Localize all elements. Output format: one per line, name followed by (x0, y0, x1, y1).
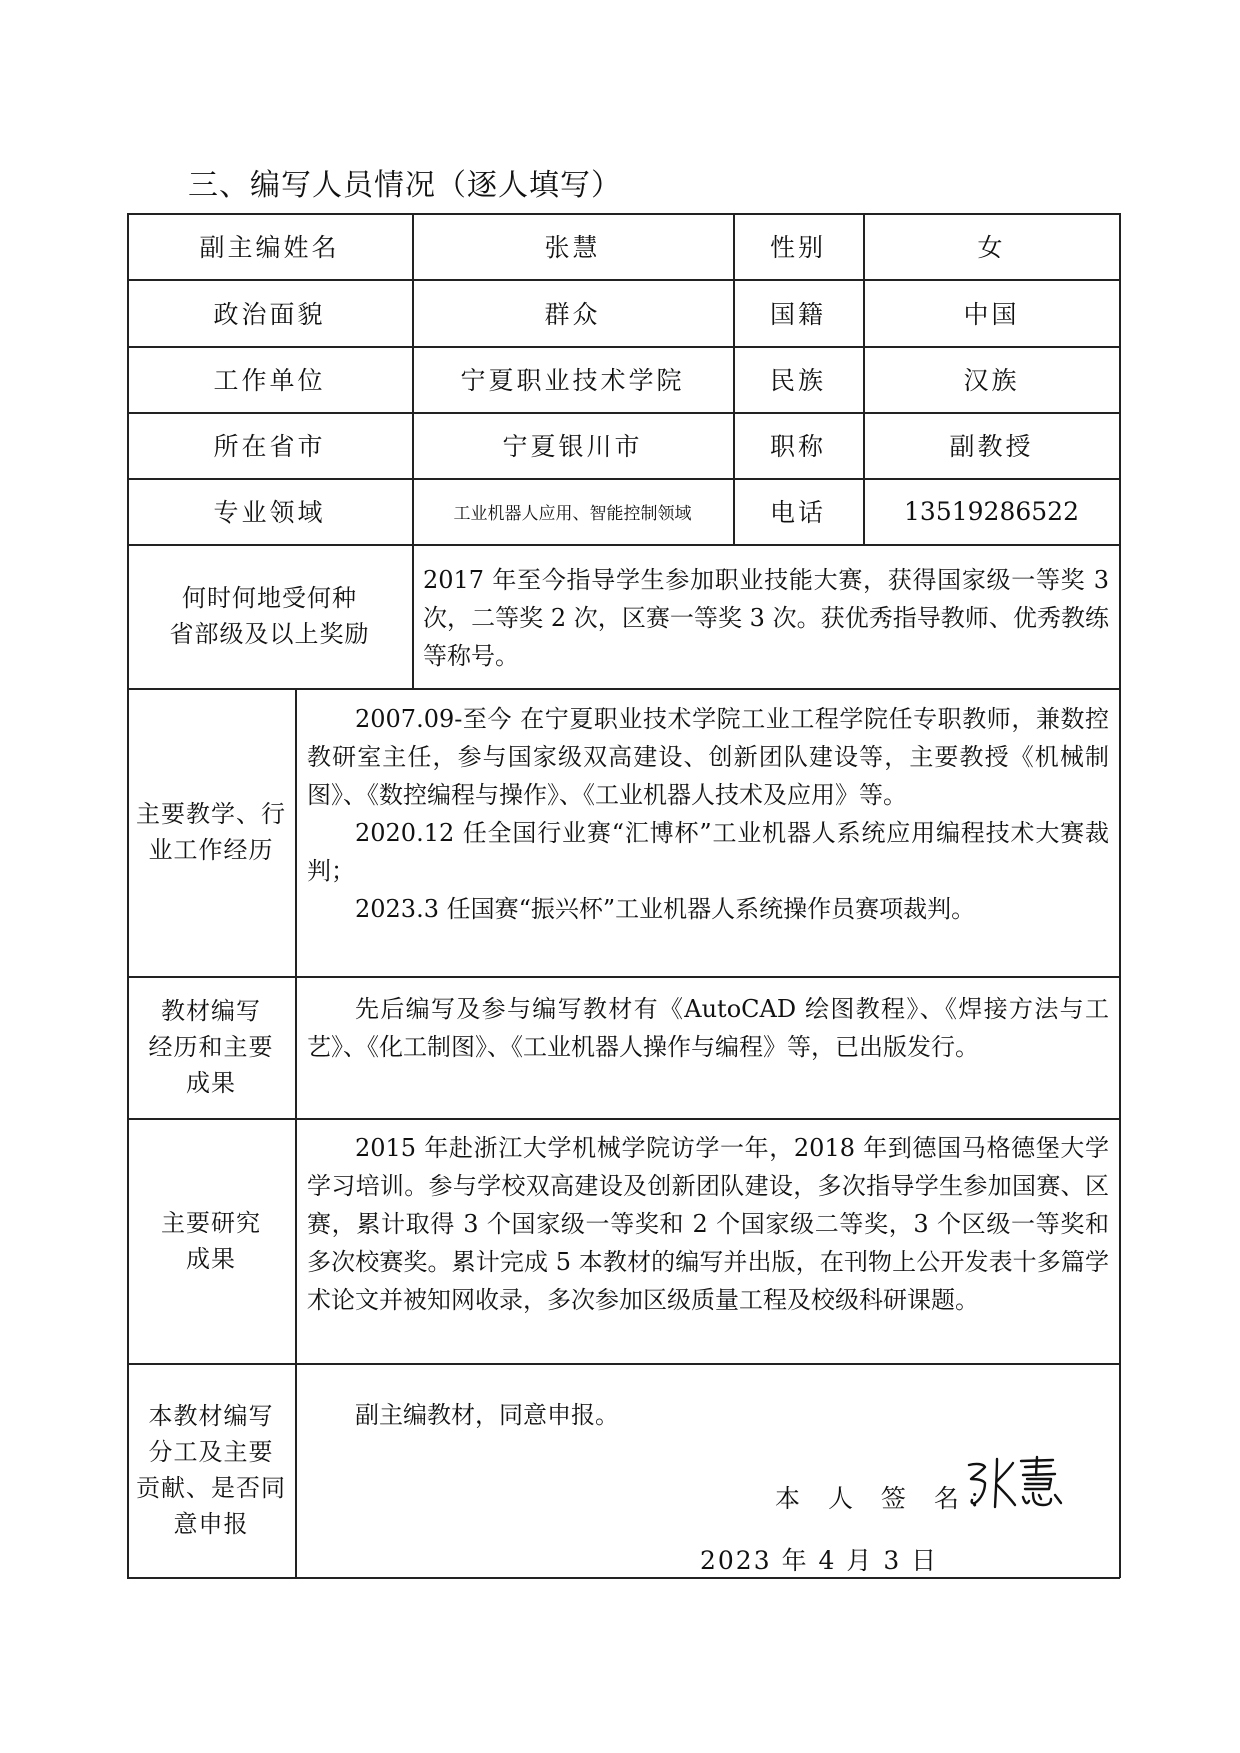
textbooks-label-line2: 经历和主要 (148, 1033, 274, 1061)
title-value: 副教授 (949, 432, 1034, 461)
specialty-value: 工业机器人应用、智能控制领域 (453, 503, 692, 524)
awards-label-line2: 省部级及以上奖励 (169, 620, 370, 648)
signature-label: 本 人 签 名： (775, 1484, 1004, 1513)
awards-text (423, 561, 1109, 675)
employer-value: 宁夏职业技术学院 (460, 366, 685, 395)
experience-paragraph-2: 2020.12 任全国行业赛“汇博杯”工业机器人系统应用编程技术大赛裁判； (307, 819, 1109, 885)
political-status-value: 群众 (544, 299, 601, 329)
declaration-label (127, 1363, 295, 1577)
name-value: 张慧 (544, 233, 601, 262)
experience-text (307, 700, 1109, 928)
specialty-label: 专业领域 (213, 498, 326, 527)
textbooks-paragraph: 先后编写及参与编写教材有《AutoCAD 绘图教程》、《焊接方法与工艺》、《化工制图》、《工业机器人操作与编程》等，已出版发行。 (307, 995, 1109, 1061)
research-paragraph: 2015 年赴浙江大学机械学院访学一年，2018 年到德国马格德堡大学学习培训。参与学校双高建设及创新团队建设，多次指导学生参加国赛、区赛，累计取得 3 个国家级一等奖和 2 个国家级二等奖，3 个区级一等奖和多次校赛奖。累计完成 5 本教材的编写并出版，在刊物上公开发表十多篇学术论文并被知网收录，多次参加区级质量工程及校级科研课题。 (307, 1134, 1109, 1314)
signature-date: 2023 年 4 月 3 日 (700, 1546, 939, 1575)
ethnicity-value: 汉族 (963, 366, 1020, 395)
name-label: 副主编姓名 (199, 233, 340, 262)
title-label: 职称 (769, 432, 826, 461)
declaration-text (307, 1396, 1109, 1434)
declaration-label-line4: 意申报 (173, 1510, 249, 1538)
experience-label-line1: 主要教学、行 (136, 800, 286, 828)
experience-label-line2: 业工作经历 (148, 836, 274, 864)
research-label (127, 1118, 295, 1363)
research-text (307, 1129, 1109, 1319)
textbooks-label (127, 976, 295, 1118)
employer-label: 工作单位 (213, 366, 326, 395)
province-city-value: 宁夏银川市 (502, 432, 643, 461)
political-status-label: 政治面貌 (213, 299, 326, 329)
research-label-line1: 主要研究 (161, 1208, 261, 1237)
handwritten-signature (963, 1455, 1068, 1513)
research-label-line2: 成果 (186, 1244, 236, 1273)
ethnicity-label: 民族 (769, 366, 826, 395)
nationality-value: 中国 (963, 299, 1020, 329)
declaration-paragraph: 副主编教材，同意申报。 (355, 1401, 619, 1429)
gender-label: 性别 (769, 233, 826, 262)
awards-label (127, 544, 412, 688)
declaration-label-line3: 贡献、是否同 (136, 1474, 286, 1502)
staff-info-table (127, 213, 1120, 1578)
section-title: 三、编写人员情况（逐人填写） (188, 168, 622, 203)
phone-label: 电话 (769, 498, 826, 527)
nationality-label: 国籍 (769, 299, 826, 329)
awards-label-line1: 何时何地受何种 (182, 584, 357, 612)
gender-value: 女 (977, 233, 1006, 262)
province-city-label: 所在省市 (213, 432, 326, 461)
declaration-label-line2: 分工及主要 (148, 1438, 274, 1466)
experience-paragraph-1: 2007.09-至今 在宁夏职业技术学院工业工程学院任专职教师，兼数控教研室主任，参与国家级双高建设、创新团队建设等，主要教授《机械制图》、《数控编程与操作》、《工业机器人技术及应用》等。 (307, 705, 1109, 809)
textbooks-label-line3: 成果 (186, 1069, 236, 1097)
textbooks-label-line1: 教材编写 (161, 997, 261, 1025)
phone-value: 13519286522 (904, 496, 1079, 526)
experience-paragraph-3: 2023.3 任国赛“振兴杯”工业机器人系统操作员赛项裁判。 (355, 895, 976, 923)
textbooks-text (307, 990, 1109, 1066)
awards-paragraph: 2017 年至今指导学生参加职业技能大赛，获得国家级一等奖 3 次，二等奖 2 次，区赛一等奖 3 次。获优秀指导教师、优秀教练等称号。 (423, 566, 1109, 670)
declaration-label-line1: 本教材编写 (148, 1402, 274, 1430)
experience-label (127, 688, 295, 976)
